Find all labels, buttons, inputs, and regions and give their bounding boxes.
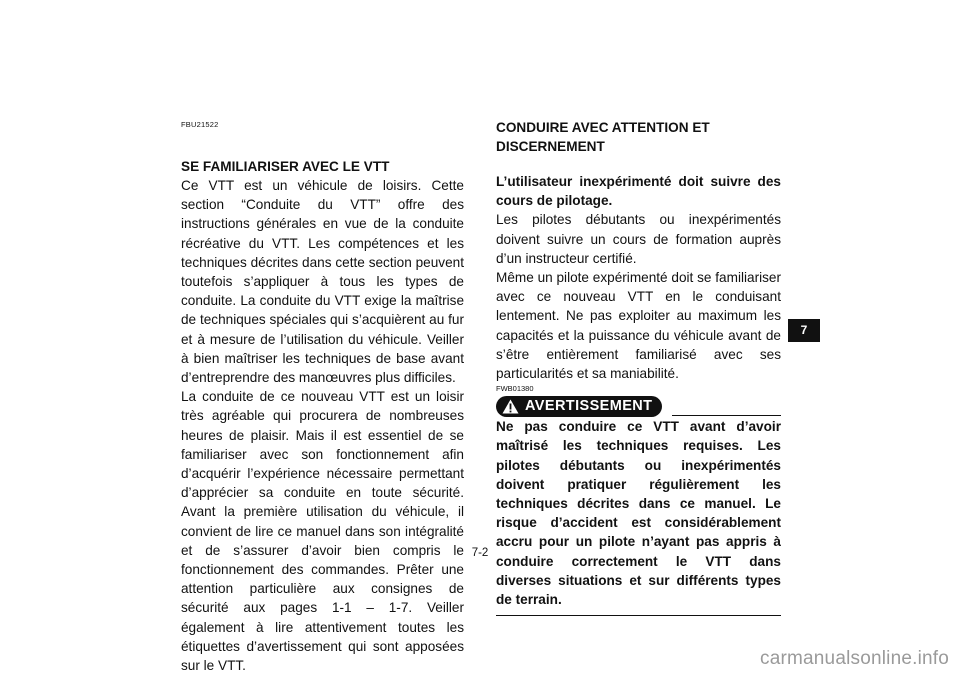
warning-badge (496, 396, 662, 417)
section-heading: SE FAMILIARISER AVEC LE VTT (181, 159, 390, 174)
paragraph: Ce VTT est un véhicule de loisirs. Cette section “Conduite du VTT” offre des instructions générales en vue de la conduite récréative du VTT. Les compétences et les techniques décrites dans cette section peuvent toutefois s’appliquer à tous les types de conduite. La conduite du VTT exige la maîtrise de techniques spéciales qui s’acquièrent au fur et à mesure de l’utilisation du véhicule. Veiller à bien maîtriser les techniques de base avant d’entreprendre des manœuvres plus difficiles. (181, 178, 464, 386)
warning-header (496, 393, 781, 417)
subheading: L’utilisateur inexpérimenté doit suivre des cours de pilotage. (496, 174, 781, 209)
section-code: FBU21522 (181, 120, 219, 129)
section-heading: CONDUIRE AVEC ATTENTION ET DISCERNEMENT (496, 120, 710, 154)
paragraph: Même un pilote expérimenté doit se familiariser avec ce nouveau VTT en le conduisant lentement. Ne pas exploiter au maximum les capacités et la puissance du véhicule avant de s’être entièrement familiarisé avec ses particularités et sa maniabilité. (496, 270, 781, 382)
divider (672, 415, 781, 416)
warning-text: Ne pas conduire ce VTT avant d’avoir maîtrisé les techniques requises. Les pilotes débutants ou inexpérimentés doivent pratiquer régulièrement les techniques décrites dans ce manuel. Le risque d’accident est considérablement accru pour un pilote n’ayant pas appris à conduire correctement le VTT dans diverses situations et sur différents types de terrain. (496, 417, 781, 616)
warning-triangle-icon (502, 399, 519, 414)
right-column (496, 118, 781, 616)
left-column (181, 157, 464, 675)
chapter-tab: 7 (788, 319, 820, 342)
paragraph: La conduite de ce nouveau VTT est un loisir très agréable qui procurera de nombreuses heures de plaisir. Mais il est essentiel de se familiariser avec son fonctionnement afin d’acquérir l’expérience nécessaire permettant d’apprécier sa conduite en toute sécurité. Avant la première utilisation du véhicule, il convient de lire ce manuel dans son intégralité et de s’assurer d’avoir bien compris le fonctionnement des commandes. Prêter une attention particulière aux consignes de sécurité aux pages 1-1 – 1-7. Veiller également à lire attentivement toutes les étiquettes d’avertissement qui sont apposées sur le VTT. (181, 389, 464, 674)
page-number: 7-2 (471, 547, 489, 559)
warning-label: AVERTISSEMENT (525, 398, 653, 415)
paragraph: Les pilotes débutants ou inexpérimentés doivent suivre un cours de formation auprès d’un instructeur certifié. (496, 212, 781, 266)
warning-code: FWB01380 (496, 384, 534, 394)
watermark: carmanualsonline.info (760, 648, 950, 669)
